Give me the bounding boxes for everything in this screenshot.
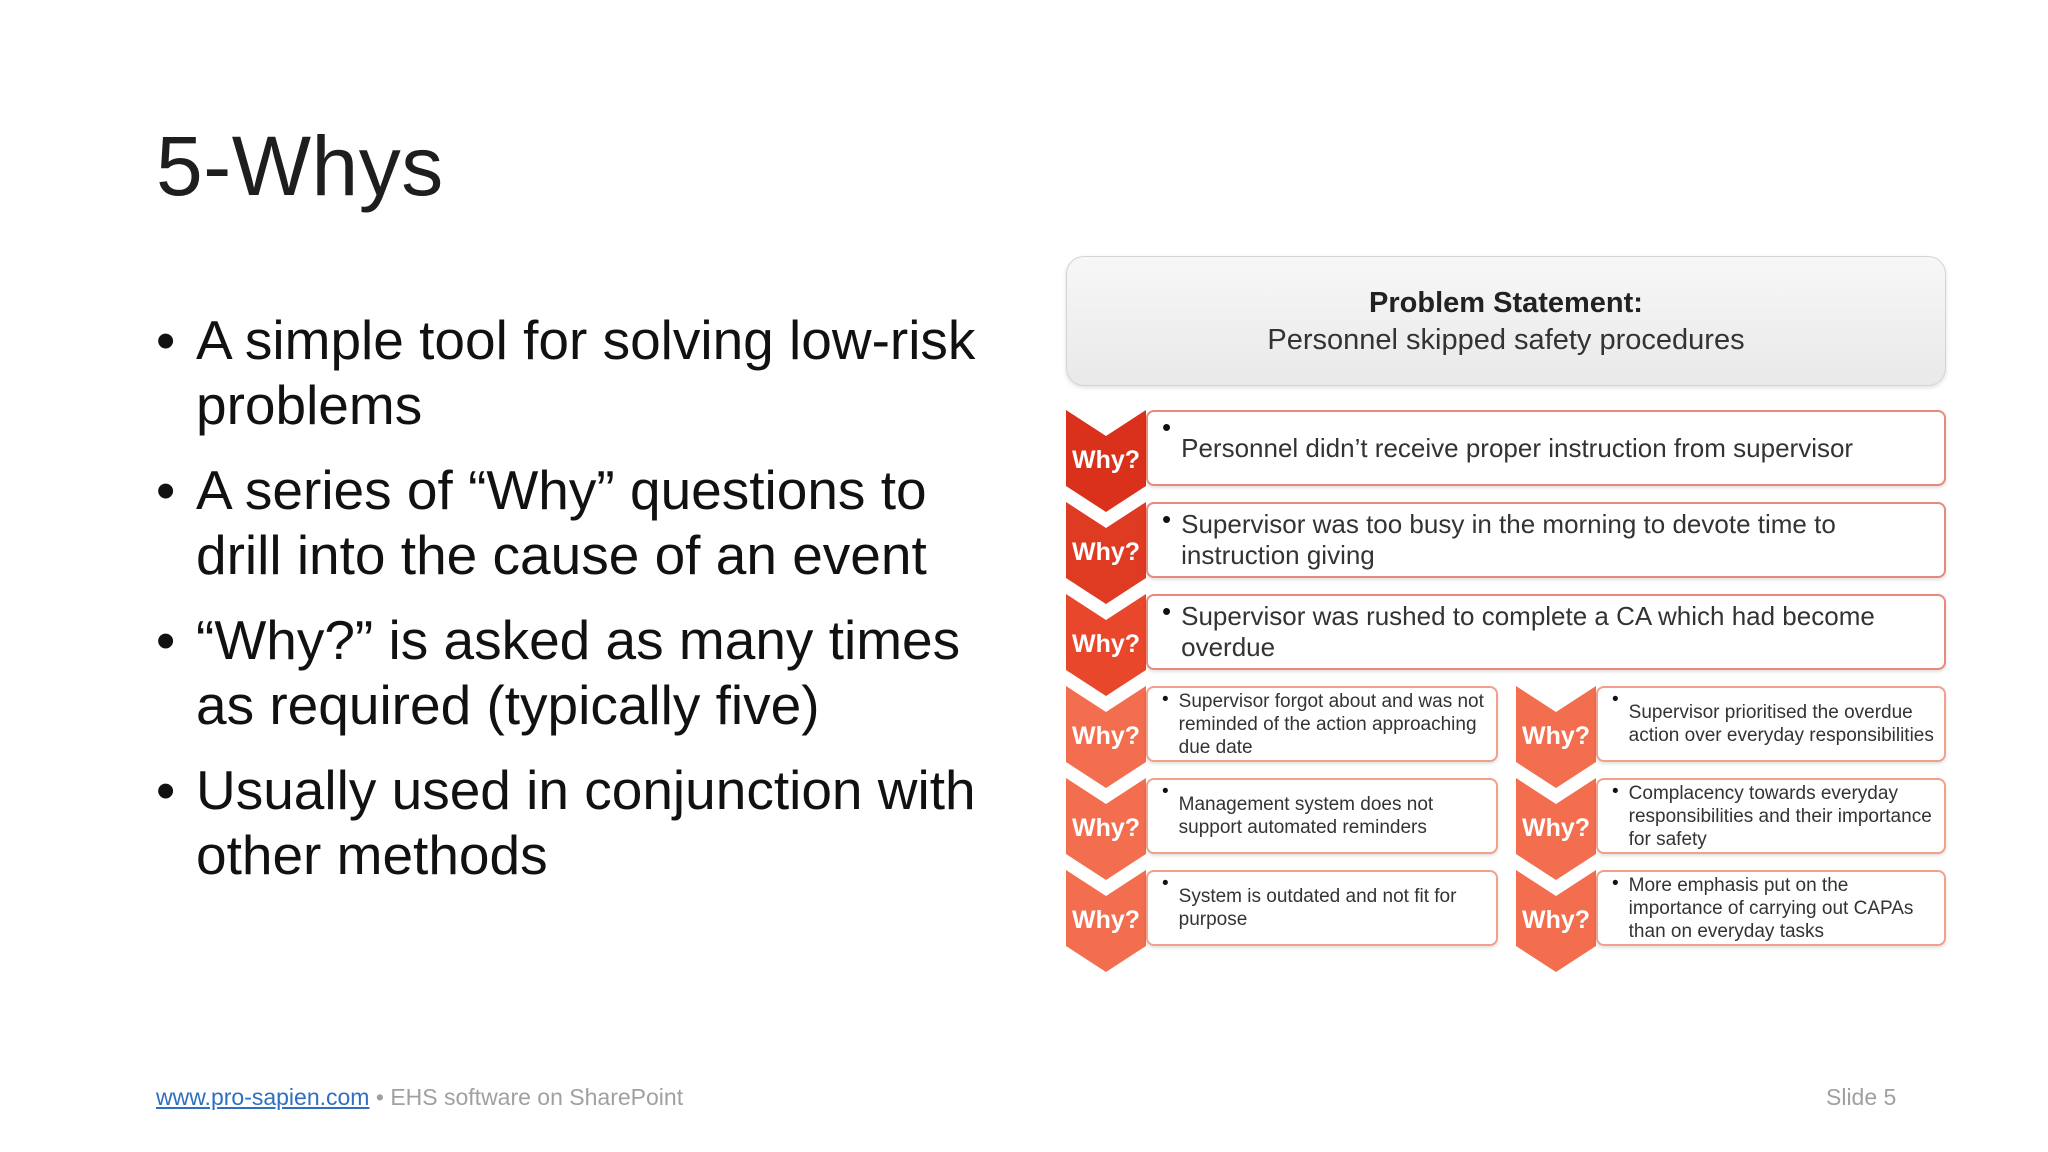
why-label: Why? (1521, 722, 1591, 750)
bullet-dot: • (156, 459, 176, 521)
footer-separator: • (369, 1084, 391, 1110)
footer (156, 1084, 683, 1111)
slide-number: Slide 5 (1826, 1084, 1897, 1110)
why-answer-box (1146, 778, 1498, 854)
five-whys-diagram (1066, 256, 1948, 996)
bullet-dot: • (1162, 412, 1172, 442)
why-answer-text: System is outdated and not fit for purpose (1178, 886, 1457, 930)
slide-title: 5-Whys (156, 119, 444, 213)
bullet-dot: • (1162, 781, 1169, 802)
why-label: Why? (1071, 630, 1141, 658)
why-chevron (1066, 778, 1146, 880)
why-answer-box (1596, 778, 1946, 854)
bullet-dot: • (1612, 689, 1619, 710)
bullet-item (156, 458, 1016, 588)
bullet-item (156, 308, 1016, 438)
bullet-dot: • (156, 609, 176, 671)
why-chevron (1516, 778, 1596, 880)
why-answer-box (1146, 870, 1498, 946)
bullet-text: A simple tool for solving low-risk problems (196, 309, 976, 436)
problem-heading: Problem Statement: (1369, 287, 1643, 319)
bullet-item (156, 758, 1016, 888)
why-answer-box (1146, 502, 1946, 578)
problem-text: Personnel skipped safety procedures (1267, 324, 1745, 356)
why-answer-text: More emphasis put on the importance of carrying out CAPAs than on everyday tasks (1628, 874, 1914, 942)
bullet-dot: • (1162, 873, 1169, 894)
why-label: Why? (1071, 722, 1141, 750)
bullet-dot: • (1162, 504, 1172, 534)
why-chevron (1066, 502, 1146, 604)
why-label: Why? (1071, 906, 1141, 934)
why-chevron (1066, 870, 1146, 972)
bullet-dot: • (156, 759, 176, 821)
why-chevron (1516, 870, 1596, 972)
website-link[interactable]: www.pro-sapien.com (156, 1084, 370, 1110)
why-answer-box (1146, 594, 1946, 670)
why-answer-box (1146, 686, 1498, 762)
why-answer-box (1146, 410, 1946, 486)
why-chevron (1066, 686, 1146, 788)
why-answer-text: Complacency towards everyday responsibilities and their importance for safety (1628, 782, 1932, 850)
bullet-item (156, 608, 1016, 738)
why-label: Why? (1521, 814, 1591, 842)
why-chevron (1066, 594, 1146, 696)
problem-statement-box (1066, 256, 1946, 386)
bullet-dot: • (1612, 781, 1619, 802)
why-answer-text: Supervisor prioritised the overdue action over everyday responsibilities (1628, 702, 1934, 746)
why-answer-text: Management system does not support automated reminders (1178, 794, 1434, 838)
why-answer-text: Supervisor forgot about and was not reminded of the action approaching due date (1178, 690, 1484, 758)
why-answer-box (1596, 870, 1946, 946)
bullet-dot: • (1162, 689, 1169, 710)
bullet-text: Usually used in conjunction with other methods (196, 759, 976, 886)
footer-tagline: EHS software on SharePoint (390, 1084, 684, 1110)
bullet-text: A series of “Why” questions to drill into the cause of an event (196, 459, 927, 586)
why-label: Why? (1521, 906, 1591, 934)
why-answer-text: Personnel didn’t receive proper instruction from supervisor (1181, 432, 1854, 463)
why-label: Why? (1071, 446, 1141, 474)
bullet-dot: • (1612, 873, 1619, 894)
why-chevron (1066, 410, 1146, 512)
bullet-list (156, 308, 1016, 908)
why-answer-box (1596, 686, 1946, 762)
bullet-dot: • (156, 309, 176, 371)
why-answer-text: Supervisor was rushed to complete a CA which had become overdue (1181, 601, 1875, 662)
bullet-dot: • (1162, 596, 1172, 626)
why-chevron (1516, 686, 1596, 788)
why-label: Why? (1071, 814, 1141, 842)
bullet-text: “Why?” is asked as many times as required (typically five) (196, 609, 961, 736)
why-answer-text: Supervisor was too busy in the morning to devote time to instruction giving (1181, 509, 1836, 570)
why-label: Why? (1071, 538, 1141, 566)
